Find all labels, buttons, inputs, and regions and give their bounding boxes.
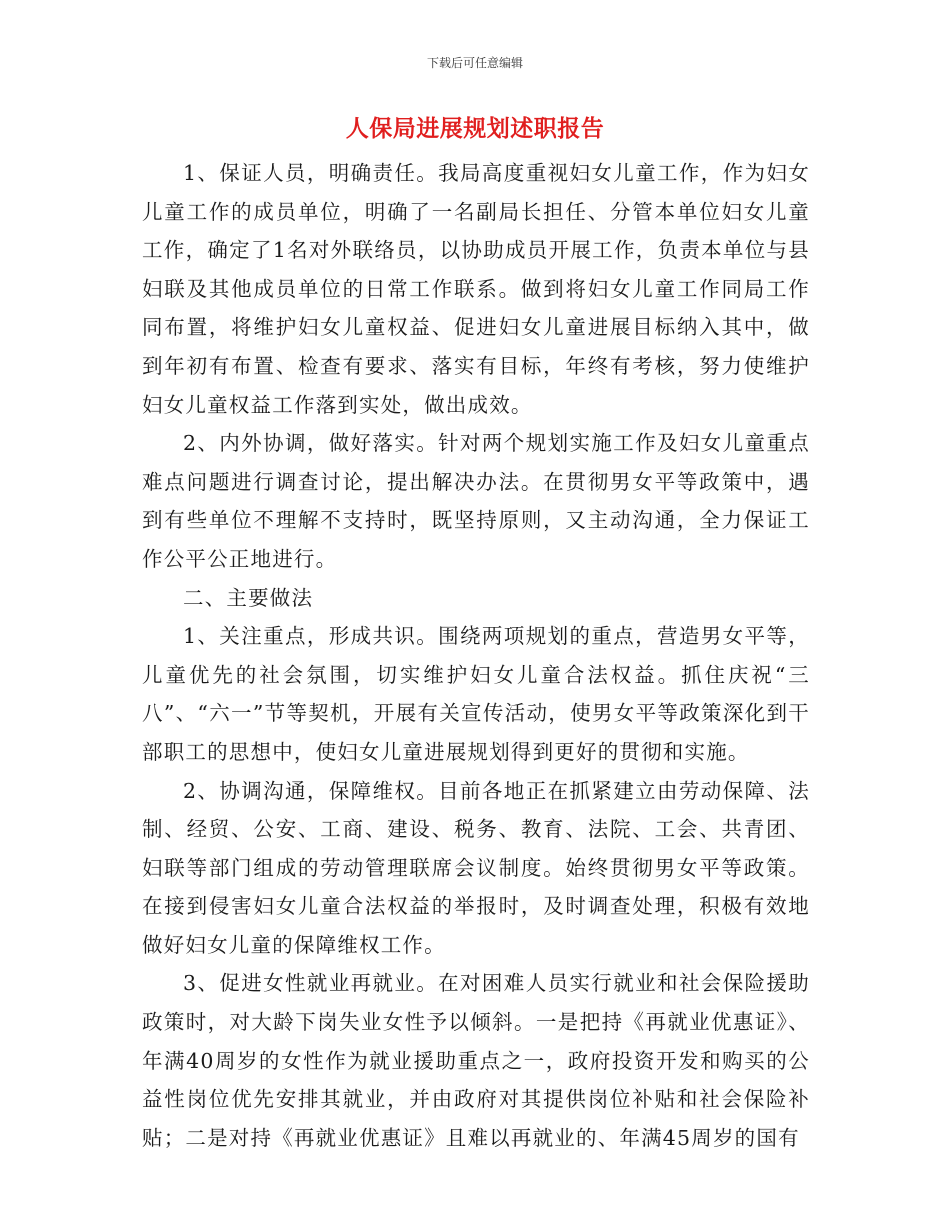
paragraph-5: 3、促进女性就业再就业。在对困难人员实行就业和社会保险援助政策时，对大龄下岗失业女性予以倾斜。一是把持《再就业优惠证》、年满40周岁的女性作为就业援助重点之一，政府投资开发和购买的公益性岗位优先安排其就业，并由政府对其提供岗位补贴和社会保险补贴；二是对持《再就业优惠证》且难以再就业的、年满45周岁的国有 (142, 971, 810, 1150)
section-heading: 二、主要做法 (183, 585, 314, 610)
document-body (142, 154, 810, 1157)
header-note: 下载后可任意编辑 (426, 56, 523, 70)
paragraph-3: 1、关注重点，形成共识。围绕两项规划的重点，营造男女平等，儿童优先的社会氛围，切实维护妇女儿童合法权益。抓住庆祝“三八”、“六一”节等契机，开展有关宣传活动，使男女平等政策深化到干部职工的思想中，使妇女儿童进展规划得到更好的贯彻和实施。 (142, 624, 810, 764)
paragraph-4: 2、协调沟通，保障维权。目前各地正在抓紧建立由劳动保障、法制、经贸、公安、工商、建设、税务、教育、法院、工会、共青团、妇联等部门组成的劳动管理联席会议制度。始终贯彻男女平等政策。在接到侵害妇女儿童合法权益的举报时，及时调查处理，积极有效地做好妇女儿童的保障维权工作。 (142, 778, 810, 957)
document-title: 人保局进展规划述职报告 (345, 115, 605, 142)
paragraph-2: 2、内外协调，做好落实。针对两个规划实施工作及妇女儿童重点难点问题进行调查讨论，提出解决办法。在贯彻男女平等政策中，遇到有些单位不理解不支持时，既坚持原则，又主动沟通，全力保证工作公平公正地进行。 (142, 431, 810, 571)
paragraph-1: 1、保证人员，明确责任。我局高度重视妇女儿童工作，作为妇女儿童工作的成员单位，明确了一名副局长担任、分管本单位妇女儿童工作，确定了1名对外联络员，以协助成员开展工作，负责本单位与县妇联及其他成员单位的日常工作联系。做到将妇女儿童工作同局工作同布置，将维护妇女儿童权益、促进妇女儿童进展目标纳入其中，做到年初有布置、检查有要求、落实有目标，年终有考核，努力使维护妇女儿童权益工作落到实处，做出成效。 (142, 161, 810, 417)
